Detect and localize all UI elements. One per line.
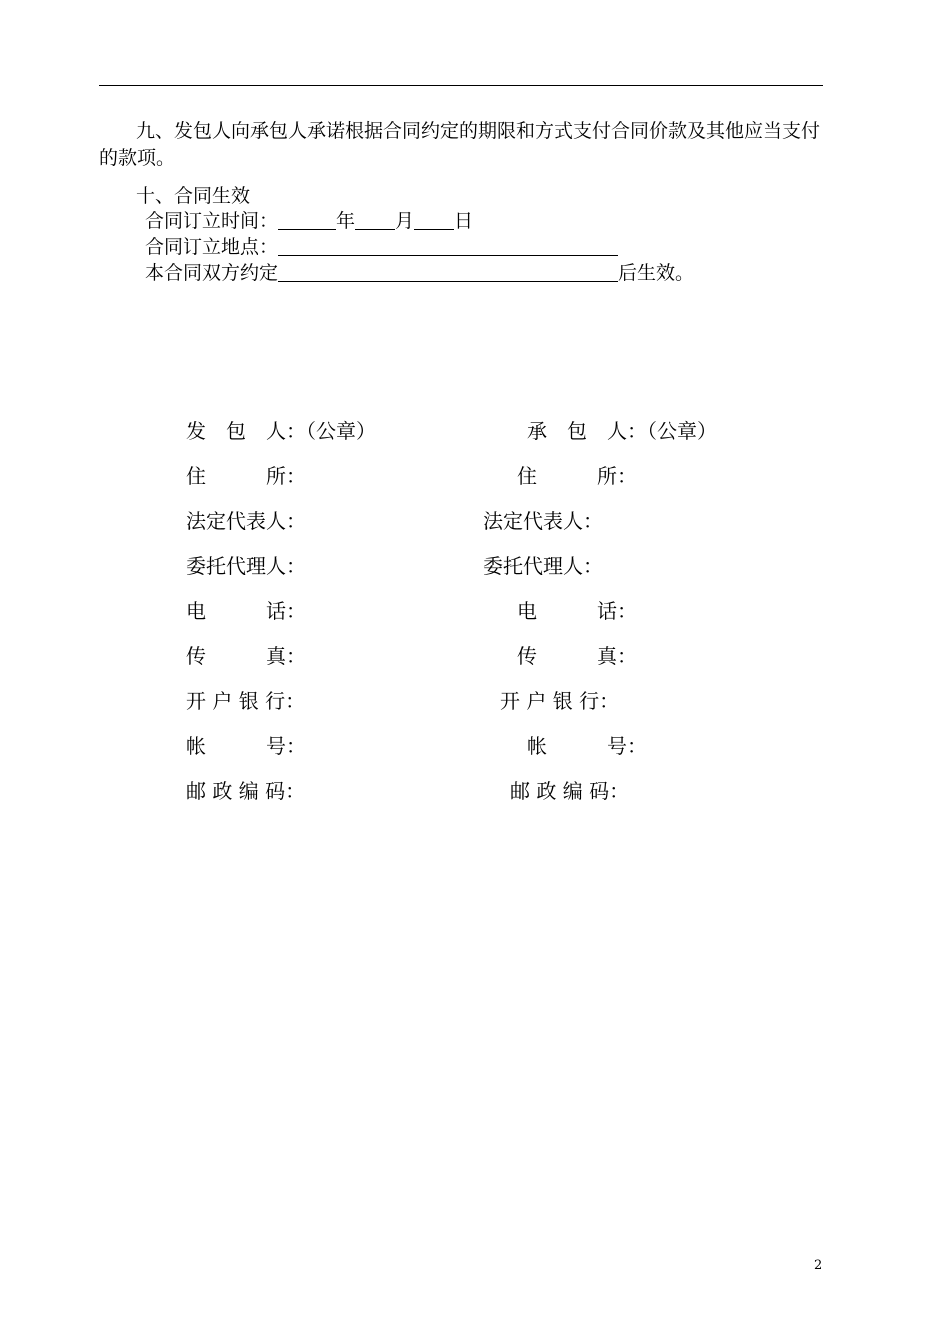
contractor-legal-rep: 法定代表人： — [483, 509, 603, 533]
page-number: 2 — [814, 1258, 823, 1273]
employer-account: 帐 号： — [186, 734, 306, 758]
employer-postcode: 邮 政 编 码： — [186, 779, 306, 803]
effective-condition-line — [145, 258, 694, 285]
employer-party: 发 包 人：（公章） — [186, 419, 376, 443]
sign-place-label: 合同订立地点： — [145, 236, 279, 258]
effective-condition-blank[interactable] — [278, 261, 618, 282]
contractor-account: 帐 号： — [527, 734, 647, 758]
effective-suffix: 后生效。 — [618, 262, 695, 284]
year-label: 年 — [336, 210, 356, 232]
year-blank[interactable] — [278, 209, 336, 230]
employer-agent: 委托代理人： — [186, 554, 306, 578]
employer-fax: 传 真： — [186, 644, 306, 668]
month-label: 月 — [395, 210, 415, 232]
contractor-fax: 传 真： — [517, 644, 637, 668]
sign-place-blank[interactable] — [278, 235, 618, 256]
header-rule — [99, 85, 823, 86]
month-blank[interactable] — [355, 209, 395, 230]
clause-10-heading: 十、合同生效 — [136, 185, 251, 207]
effective-prefix: 本合同双方约定 — [145, 262, 279, 284]
employer-legal-rep: 法定代表人： — [186, 509, 306, 533]
sign-time-line — [145, 206, 473, 233]
employer-address: 住 所： — [186, 464, 306, 488]
contractor-postcode: 邮 政 编 码： — [510, 779, 630, 803]
contractor-phone: 电 话： — [517, 599, 637, 623]
sign-time-label: 合同订立时间： — [145, 210, 279, 232]
clause-9-paragraph: 九、发包人向承包人承诺根据合同约定的期限和方式支付合同价款及其他应当支付的款项。 — [99, 120, 821, 169]
contractor-agent: 委托代理人： — [483, 554, 603, 578]
employer-phone: 电 话： — [186, 599, 306, 623]
day-blank[interactable] — [414, 209, 454, 230]
contractor-address: 住 所： — [517, 464, 637, 488]
day-label: 日 — [454, 210, 474, 232]
sign-place-line — [145, 232, 618, 259]
contractor-party: 承 包 人：（公章） — [527, 419, 717, 443]
employer-bank: 开 户 银 行： — [186, 689, 306, 713]
contractor-bank: 开 户 银 行： — [500, 689, 620, 713]
